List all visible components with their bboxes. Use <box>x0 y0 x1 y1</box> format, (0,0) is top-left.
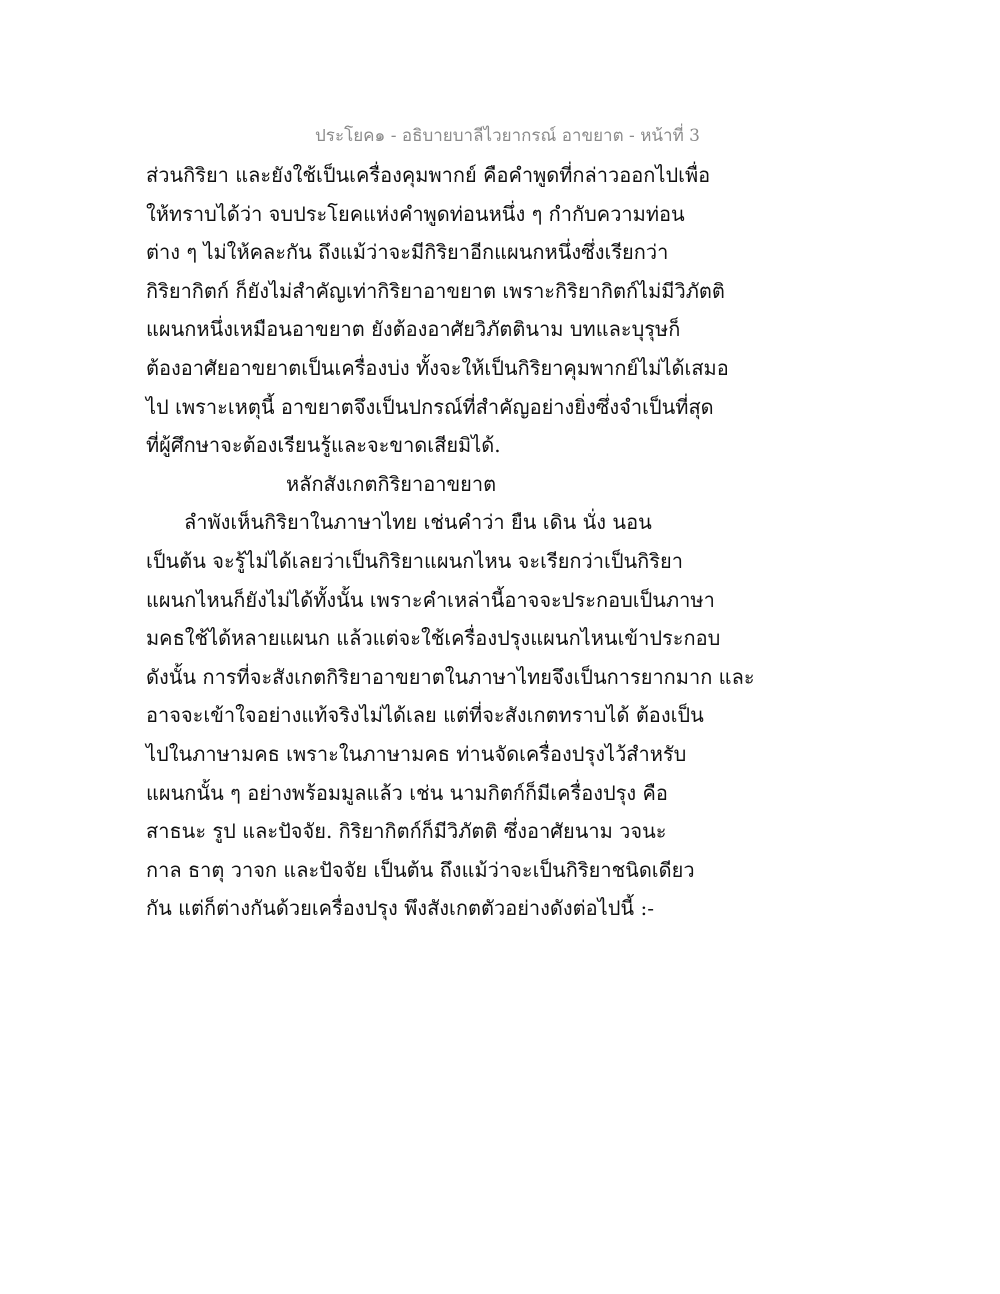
text-line: แผนกนั้น ๆ อย่างพร้อมมูลแล้ว เช่น นามกิตก์ก็มีเครื่องปรุง คือ <box>146 780 668 805</box>
text-line: ให้ทราบได้ว่า จบประโยคแห่งคำพูดท่อนหนึ่ง ๆ กำกับความท่อน <box>146 201 685 226</box>
text-line: ต่าง ๆ ไม่ให้คละกัน ถึงแม้ว่าจะมีกิริยาอีกแผนกหนึ่งซึ่งเรียกว่า <box>146 240 669 265</box>
text-line: ต้องอาศัยอาขยาตเป็นเครื่องบ่ง ทั้งจะให้เป็นกิริยาคุมพากย์ไม่ได้เสมอ <box>146 355 729 380</box>
text-line: ไปในภาษามคธ เพราะในภาษามคธ ท่านจัดเครื่องปรุงไว้สำหรับ <box>146 741 687 766</box>
paragraph-2 <box>146 503 755 928</box>
text-line: สาธนะ รูป และปัจจัย. กิริยากิตก์ก็มีวิภัตติ ซึ่งอาศัยนาม วจนะ <box>146 819 667 844</box>
text-line: กาล ธาตุ วาจก และปัจจัย เป็นต้น ถึงแม้ว่าจะเป็นกิริยาชนิดเดียว <box>146 857 695 882</box>
text-line: กัน แต่ก็ต่างกันด้วยเครื่องปรุง พึงสังเกตตัวอย่างดังต่อไปนี้ :- <box>146 896 654 921</box>
paragraph-1 <box>146 156 729 465</box>
text-line: กิริยากิตก์ ก็ยังไม่สำคัญเท่ากิริยาอาขยาต เพราะกิริยากิตก์ไม่มีวิภัตติ <box>146 278 725 303</box>
body-text <box>146 156 755 928</box>
text-line: ดังนั้น การที่จะสังเกตกิริยาอาขยาตในภาษาไทยจึงเป็นการยากมาก และ <box>146 664 755 689</box>
text-line: ไป เพราะเหตุนี้ อาขยาตจึงเป็นปกรณ์ที่สำคัญอย่างยิ่งซึ่งจำเป็นที่สุด <box>146 394 714 419</box>
text-line: ลำพังเห็นกิริยาในภาษาไทย เช่นคำว่า ยืน เดิน นั่ง นอน <box>184 510 652 535</box>
section-heading: หลักสังเกตกิริยาอาขยาต <box>286 471 497 496</box>
text-line: ที่ผู้ศึกษาจะต้องเรียนรู้และจะขาดเสียมิได้. <box>146 433 501 458</box>
text-line: มคธใช้ได้หลายแผนก แล้วแต่จะใช้เครื่องปรุงแผนกไหนเข้าประกอบ <box>146 626 721 651</box>
text-line: อาจจะเข้าใจอย่างแท้จริงไม่ได้เลย แต่ที่จะสังเกตทราบได้ ต้องเป็น <box>146 703 704 728</box>
text-line: ส่วนกิริยา และยังใช้เป็นเครื่องคุมพากย์ คือคำพูดที่กล่าวออกไปเพื่อ <box>146 163 711 187</box>
text-line: เป็นต้น จะรู้ไม่ได้เลยว่าเป็นกิริยาแผนกไหน จะเรียกว่าเป็นกิริยา <box>146 548 683 573</box>
running-header: ประโยค๑ - อธิบายบาลีไวยากรณ์ อาขยาต - หน้าที่ 3 <box>315 126 700 146</box>
text-line: แผนกหนึ่งเหมือนอาขยาต ยังต้องอาศัยวิภัตตินาม บทและบุรุษก็ <box>146 317 681 342</box>
text-line: แผนกไหนก็ยังไม่ได้ทั้งนั้น เพราะคำเหล่านี้อาจจะประกอบเป็นภาษา <box>146 587 715 612</box>
